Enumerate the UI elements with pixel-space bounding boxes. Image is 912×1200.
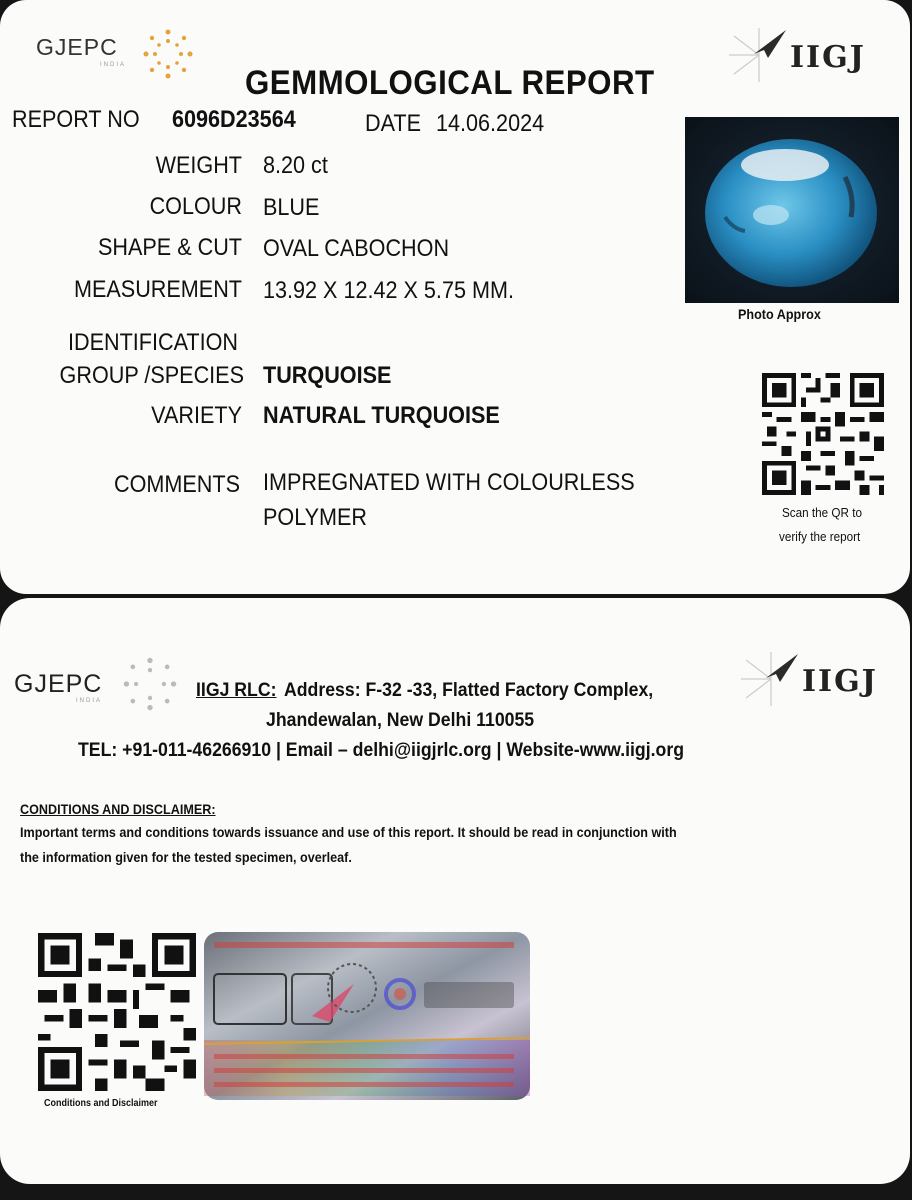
comments-value-line1: IMPREGNATED WITH COLOURLESS [263, 469, 635, 496]
conditions-qr-caption: Conditions and Disclaimer [44, 1098, 158, 1109]
weight-value: 8.20 ct [263, 152, 328, 179]
conditions-line2: the information given for the tested specimen, overleaf. [20, 849, 352, 865]
address-line1: Address: F-32 -33, Flatted Factory Complex, [284, 680, 654, 701]
colour-label: COLOUR [149, 193, 242, 220]
date-label: DATE [365, 110, 422, 137]
shape-value: OVAL CABOCHON [263, 235, 450, 262]
qr-caption-line1: Scan the QR to [782, 505, 863, 520]
group-species-label: GROUP /SPECIES [59, 362, 244, 389]
weight-label: WEIGHT [155, 152, 242, 179]
report-back-card [0, 598, 910, 1184]
verify-qr-code[interactable] [762, 371, 884, 497]
report-title: GEMMOLOGICAL REPORT [245, 64, 655, 102]
conditions-qr-code[interactable] [38, 933, 196, 1091]
variety-value: NATURAL TURQUOISE [263, 402, 500, 429]
measurement-value: 13.92 X 12.42 X 5.75 MM. [263, 277, 514, 304]
date-value: 14.06.2024 [436, 110, 545, 137]
group-species-value: TURQUOISE [263, 362, 392, 389]
gjepc-logo-text: GJEPC [36, 34, 118, 60]
iigj-logo-text: IIGJ [790, 40, 866, 75]
qr-caption-line2: verify the report [779, 529, 861, 544]
report-no-value: 6096D23564 [172, 106, 296, 133]
gjepc-logo-sub-back: INDIA [76, 698, 103, 704]
address-label: IIGJ RLC: [196, 680, 277, 701]
iigj-arrow-icon [724, 24, 794, 86]
address-line2: Jhandewalan, New Delhi 110055 [266, 710, 535, 731]
contact-line: TEL: +91-011-46266910 | Email – delhi@iigjrlc.org | Website-www.iigj.org [78, 740, 685, 761]
colour-value: BLUE [263, 194, 320, 221]
variety-label: VARIETY [151, 402, 242, 429]
iigj-logo-text-back: IIGJ [802, 664, 878, 699]
measurement-label: MEASUREMENT [73, 276, 242, 303]
gjepc-sun-icon-back [120, 654, 180, 714]
shape-label: SHAPE & CUT [97, 234, 243, 261]
identification-label: IDENTIFICATION [67, 329, 238, 356]
conditions-heading: CONDITIONS AND DISCLAIMER: [20, 801, 216, 817]
security-hologram [204, 932, 530, 1100]
comments-label: COMMENTS [114, 471, 240, 498]
report-no-label: REPORT NO [12, 106, 140, 133]
gjepc-sun-icon [140, 26, 196, 82]
comments-value-line2: POLYMER [263, 504, 368, 531]
conditions-line1: Important terms and conditions towards issuance and use of this report. It should be read in conjunction with [20, 824, 677, 840]
gemstone-photo [685, 117, 899, 303]
photo-caption: Photo Approx [738, 306, 821, 322]
report-front-card [0, 0, 910, 594]
gjepc-logo-sub: INDIA [100, 62, 127, 68]
gjepc-logo-text-back: GJEPC [14, 670, 103, 698]
iigj-arrow-icon-back [736, 648, 806, 710]
